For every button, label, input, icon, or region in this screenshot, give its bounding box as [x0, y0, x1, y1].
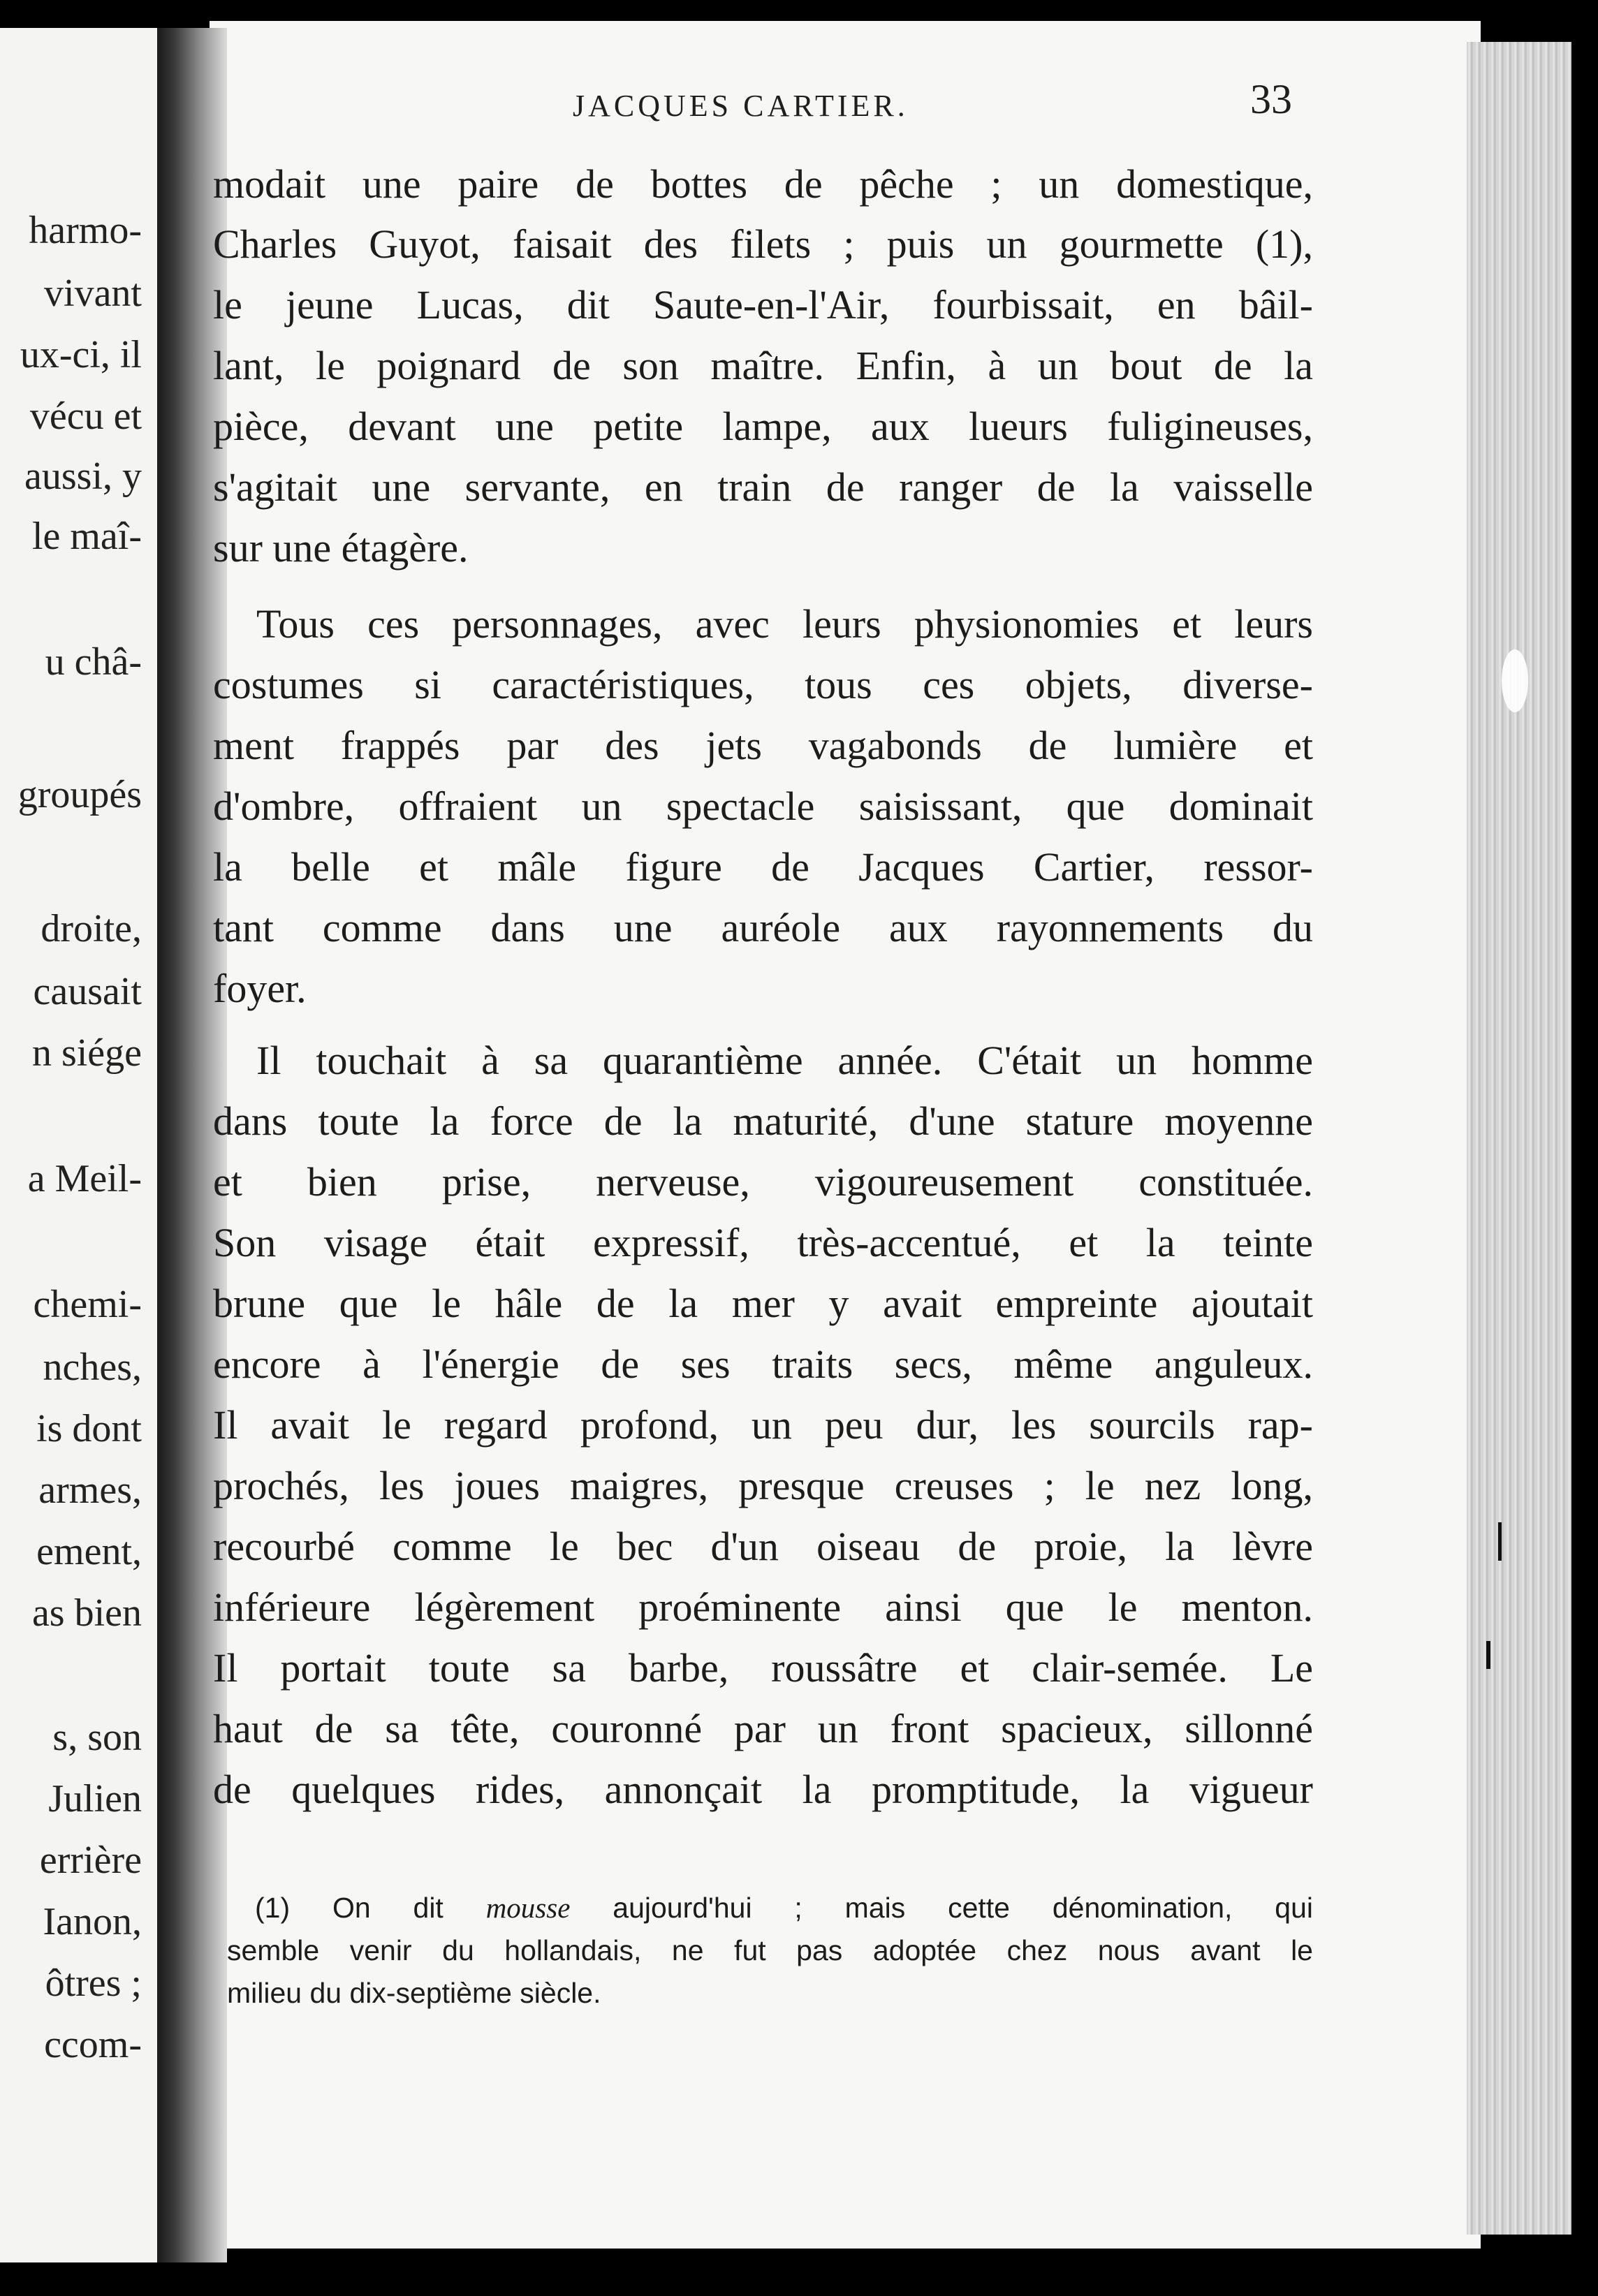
left-line-fragment: ux-ci, il [20, 333, 142, 376]
text-line: d'ombre, offraient un spectacle saisissant, que dominait [213, 783, 1313, 829]
left-line-fragment: a Meil- [27, 1157, 142, 1200]
text-line: Son visage était expressif, très-accentué, et la teinte [213, 1220, 1313, 1265]
text-line: inférieure légèrement proéminente ainsi que le menton. [213, 1584, 1313, 1630]
ink-mark [1498, 1522, 1502, 1561]
ink-mark [1486, 1641, 1490, 1669]
text-line: la belle et mâle figure de Jacques Cartier, ressor- [213, 844, 1313, 890]
left-line-fragment: groupés [17, 773, 142, 816]
left-line-fragment: ccom- [44, 2023, 142, 2066]
text-line: s'agitait une servante, en train de ranger de la vaisselle [213, 464, 1313, 510]
page-edges [1467, 42, 1571, 2235]
footnote-line: milieu du dix-septième siècle. [227, 1977, 601, 2009]
left-line-fragment: aussi, y [24, 455, 142, 498]
left-line-fragment: errière [39, 1839, 142, 1882]
text-line: costumes si caractéristiques, tous ces objets, diverse- [213, 662, 1313, 707]
text-line: et bien prise, nerveuse, vigoureusement constituée. [213, 1159, 1313, 1205]
text-line: ment frappés par des jets vagabonds de lumière et [213, 723, 1313, 768]
facing-page-fragment [0, 28, 157, 2262]
text-line: sur une étagère. [213, 525, 469, 571]
running-head: JACQUES CARTIER. [573, 89, 909, 123]
text-line: le jeune Lucas, dit Saute-en-l'Air, fourbissait, en bâil- [213, 282, 1313, 328]
text-line: Il portait toute sa barbe, roussâtre et clair-semée. Le [213, 1645, 1313, 1691]
left-line-fragment: u châ- [45, 640, 142, 684]
text-line: tant comme dans une auréole aux rayonnements du [213, 905, 1313, 950]
text-line: Charles Guyot, faisait des filets ; puis un gourmette (1), [213, 221, 1313, 267]
footnote-italic-word: mousse [485, 1892, 571, 1924]
text-line: brune que le hâle de la mer y avait empreinte ajoutait [213, 1281, 1313, 1326]
footnote-line [255, 1894, 1313, 1922]
left-line-fragment: Julien [48, 1777, 142, 1820]
left-line-fragment: Ianon, [43, 1900, 142, 1943]
footnote-line: semble venir du hollandais, ne fut pas adoptée chez nous avant le [227, 1934, 1313, 1966]
left-line-fragment: ôtres ; [45, 1962, 142, 2005]
left-line-fragment: droite, [41, 907, 142, 950]
text-line: pièce, devant une petite lampe, aux lueurs fuligineuses, [213, 404, 1313, 449]
left-line-fragment: nches, [43, 1346, 142, 1389]
left-line-fragment: as bien [31, 1591, 142, 1635]
text-line: foyer. [213, 966, 307, 1011]
text-line: lant, le poignard de son maître. Enfin, à un bout de la [213, 343, 1313, 388]
left-line-fragment: ement, [36, 1530, 142, 1573]
text-line: recourbé comme le bec d'un oiseau de proie, la lèvre [213, 1524, 1313, 1569]
text-line: Il touchait à sa quarantième année. C'était un homme [256, 1038, 1313, 1083]
text-line: dans toute la force de la maturité, d'une stature moyenne [213, 1098, 1313, 1144]
left-line-fragment: causait [33, 970, 142, 1013]
left-line-fragment: s, son [52, 1716, 142, 1759]
page-number: 33 [1250, 76, 1292, 122]
text-line: Tous ces personnages, avec leurs physionomies et leurs [256, 601, 1313, 647]
text-line: haut de sa tête, couronné par un front spacieux, sillonné [213, 1706, 1313, 1751]
text-line: encore à l'énergie de ses traits secs, même anguleux. [213, 1341, 1313, 1387]
left-line-fragment: vécu et [29, 395, 142, 438]
paper-tear-mark [1502, 649, 1528, 712]
left-line-fragment: vivant [44, 272, 142, 315]
left-line-fragment: le maî- [31, 515, 142, 558]
left-line-fragment: chemi- [33, 1283, 142, 1326]
footnote-line-rest: aujourd'hui ; mais cette dénomination, qui [613, 1892, 1313, 1924]
text-line: Il avait le regard profond, un peu dur, les sourcils rap- [213, 1402, 1313, 1448]
left-line-fragment: harmo- [29, 209, 142, 252]
left-line-fragment: n siége [31, 1031, 142, 1075]
text-line: modait une paire de bottes de pêche ; un domestique, [213, 161, 1313, 207]
text-line: prochés, les joues maigres, presque creuses ; le nez long, [213, 1463, 1313, 1508]
footnote-marker: (1) On dit [255, 1892, 444, 1924]
text-line: de quelques rides, annonçait la promptitude, la vigueur [213, 1767, 1313, 1812]
left-line-fragment: armes, [38, 1469, 142, 1512]
left-line-fragment: is dont [36, 1407, 142, 1450]
